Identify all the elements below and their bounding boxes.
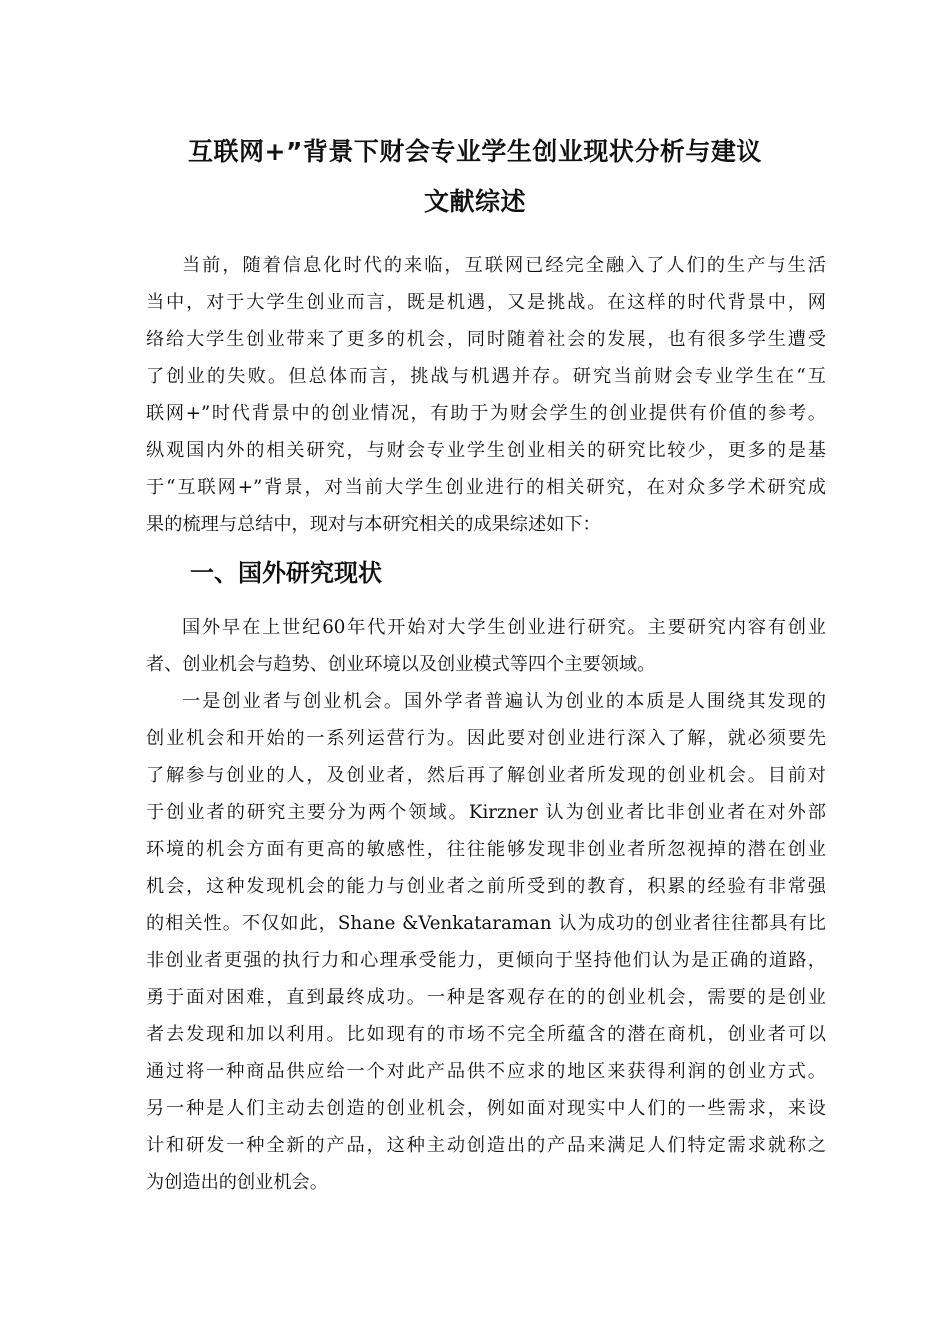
section1-paragraph-2	[146, 683, 826, 1201]
paragraph-line: 非创业者更强的执行力和心理承受能力，更倾向于坚持他们认为是正确的道路，	[146, 950, 826, 971]
paragraph-line: 当中，对于大学生创业而言，既是机遇，又是挑战。在这样的时代背景中，网	[146, 292, 826, 313]
paragraph-line: 通过将一种商品供应给一个对此产品供不应求的地区来获得利润的创业方式。	[146, 1061, 826, 1082]
paragraph-line: 于创业者的研究主要分为两个领域。Kirzner 认为创业者比非创业者在对外部	[146, 802, 826, 823]
paragraph-line: 机会，这种发现机会的能力与创业者之前所受到的教育，积累的经验有非常强	[146, 876, 826, 897]
paragraph-line: 者去发现和加以利用。比如现有的市场不完全所蕴含的潜在商机，创业者可以	[146, 1024, 826, 1045]
paragraph-line: 勇于面对困难，直到最终成功。一种是客观存在的的创业机会，需要的是创业	[146, 987, 826, 1008]
paragraph-line: 另一种是人们主动去创造的创业机会，例如面对现实中人们的一些需求，来设	[146, 1098, 826, 1119]
paragraph-line: 为创造出的创业机会。	[146, 1172, 328, 1193]
paragraph-line: 络给大学生创业带来了更多的机会，同时随着社会的发展，也有很多学生遭受	[146, 329, 826, 350]
paragraph-line: 创业机会和开始的一系列运营行为。因此要对创业进行深入了解，就必须要先	[146, 728, 826, 749]
paragraph-line: 于“互联网+”背景，对当前大学生创业进行的相关研究，在对众多学术研究成	[146, 477, 826, 498]
paragraph-line: 当前，随着信息化时代的来临，互联网已经完全融入了人们的生产与生活	[182, 255, 826, 276]
section1-paragraph-1	[146, 609, 826, 683]
paragraph-line: 果的梳理与总结中，现对与本研究相关的成果综述如下：	[146, 514, 601, 535]
paragraph-line: 环境的机会方面有更高的敏感性，往往能够发现非创业者所忽视掉的潜在创业	[146, 839, 826, 860]
paragraph-line: 计和研发一种全新的产品，这种主动创造出的产品来满足人们特定需求就称之	[146, 1135, 826, 1156]
paragraph-line: 一是创业者与创业机会。国外学者普遍认为创业的本质是人围绕其发现的	[182, 691, 826, 712]
paragraph-line: 的相关性。不仅如此，Shane &Venkataraman 认为成功的创业者往往都具有比	[146, 913, 826, 934]
intro-paragraph	[146, 247, 826, 543]
paragraph-line: 了创业的失败。但总体而言，挑战与机遇并存。研究当前财会专业学生在“互	[146, 366, 826, 387]
document-title: 互联网+”背景下财会专业学生创业现状分析与建议	[188, 137, 762, 166]
paragraph-line: 了解参与创业的人，及创业者，然后再了解创业者所发现的创业机会。目前对	[146, 765, 826, 786]
paragraph-line: 纵观国内外的相关研究，与财会专业学生创业相关的研究比较少，更多的是基	[146, 440, 826, 461]
paragraph-line: 者、创业机会与趋势、创业环境以及创业模式等四个主要领域。	[146, 654, 656, 675]
paragraph-line: 联网+”时代背景中的创业情况，有助于为财会学生的创业提供有价值的参考。	[146, 403, 826, 424]
paragraph-line: 国外早在上世纪60年代开始对大学生创业进行研究。主要研究内容有创业	[182, 617, 826, 638]
document-subtitle: 文献综述	[423, 187, 526, 216]
section-heading: 一、国外研究现状	[190, 559, 382, 587]
